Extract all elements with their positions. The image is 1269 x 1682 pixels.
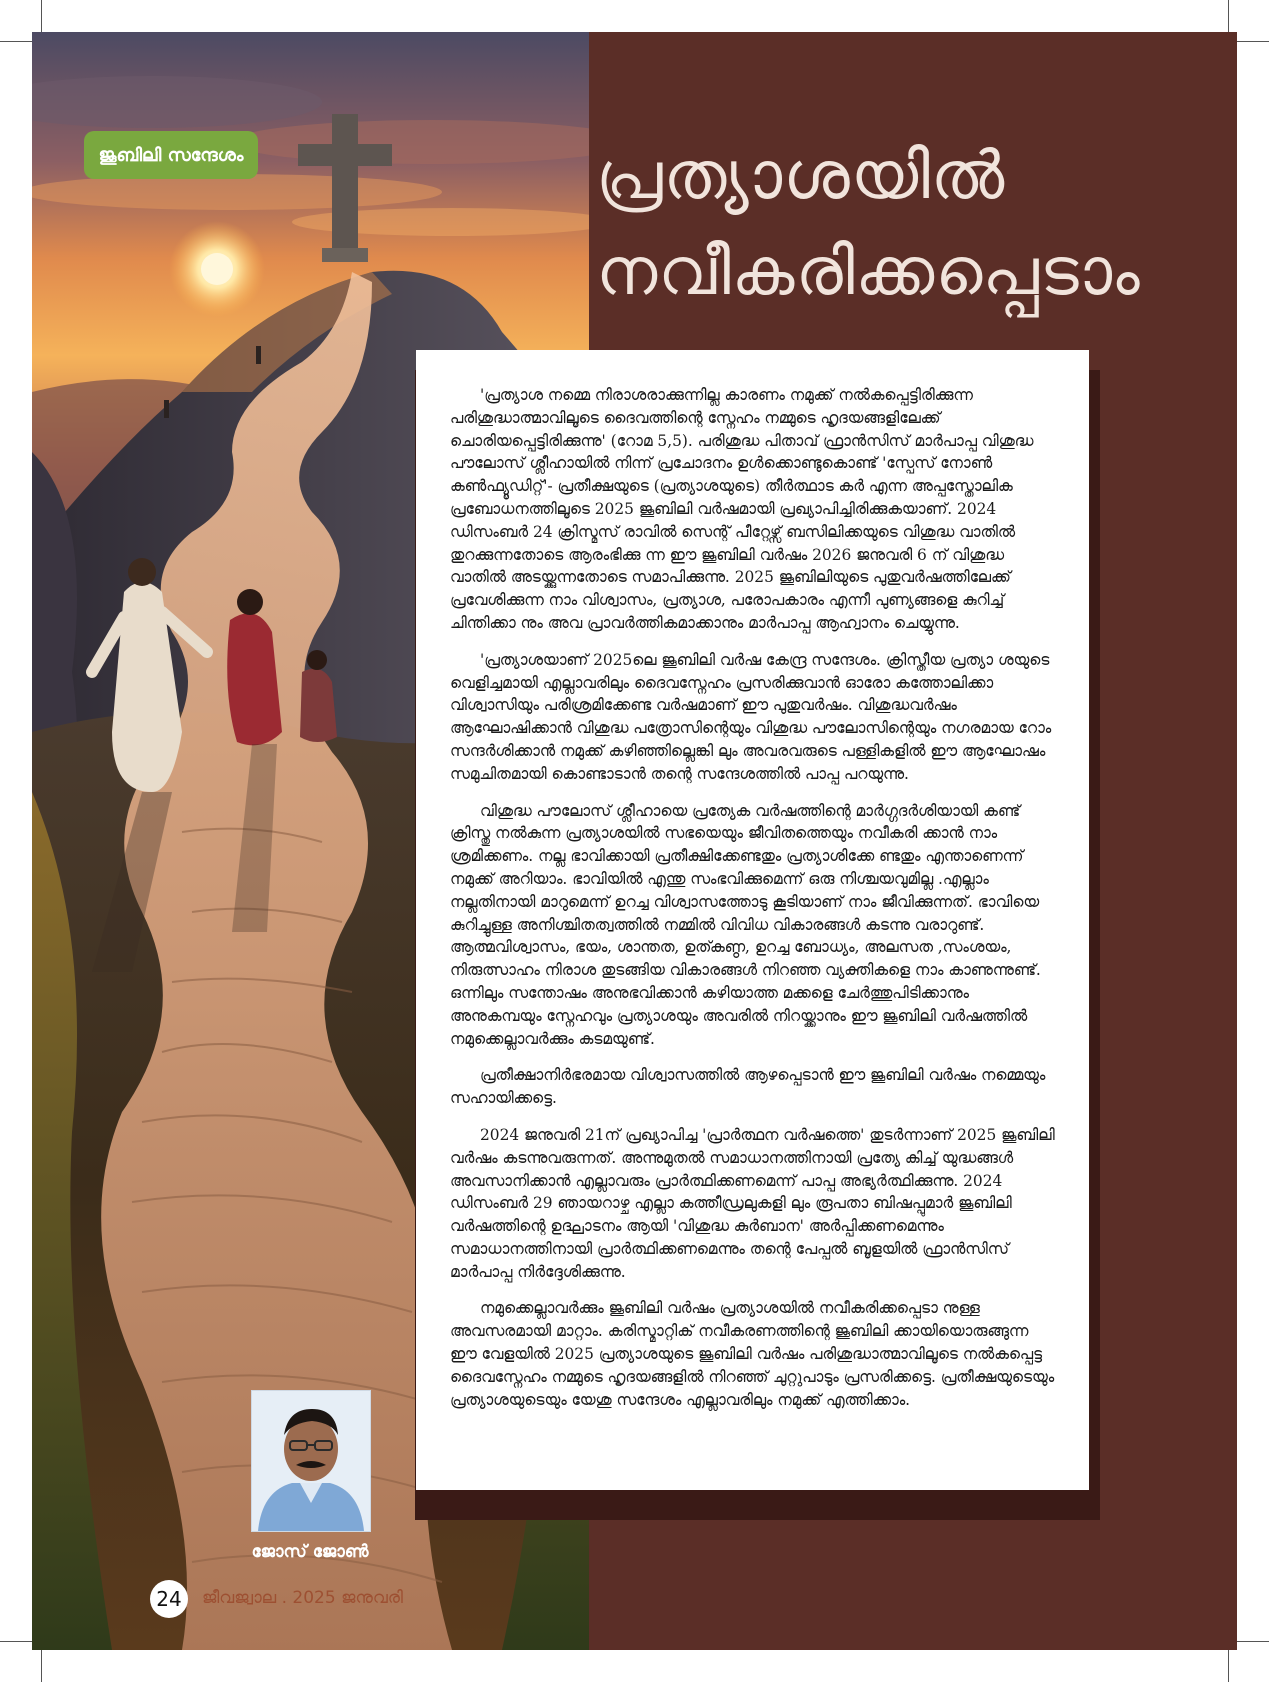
crop-mark [1228, 0, 1229, 32]
article-paragraph: 'പ്രത്യാശയാണ് 2025ലെ ജൂബിലി വർഷ കേന്ദ്ര സന്ദേശം. ക്രിസ്തീയ പ്രത്യാ ശയുടെ വെളിച്ചമായി എല്ലാവരിലും ദൈവസ്നേഹം പ്രസരിക്കുവാൻ ഓരോ കത്തോലിക്കാ വിശ്വാസിയും പരിശ്രമിക്കേണ്ട വർഷമാണ് ഈ പുതുവർഷം. വിശുദ്ധവർഷം ആഘോഷിക്കാൻ വിശുദ്ധ പത്രോസിന്റെയും വിശുദ്ധ പൗലോസിന്റെയും നഗരമായ റോം സന്ദർശിക്കാൻ നമുക്ക് കഴിഞ്ഞില്ലെങ്കി ലും അവരവരുടെ പള്ളികളിൽ ഈ ആഘോഷം സമുചിതമായി കൊണ്ടാടാൻ തന്റെ സന്ദേശത്തിൽ പാപ്പ പറയുന്നു. [450, 650, 1052, 783]
title-line-1: പ്രത്യാശയിൽ [596, 137, 1006, 214]
crop-mark [1237, 1641, 1269, 1642]
author-photo [251, 1390, 371, 1532]
author-name: ജോസ് ജോൺ [251, 1542, 369, 1562]
crop-mark [41, 0, 42, 32]
crop-mark [0, 1641, 32, 1642]
article-paragraph: വിശുദ്ധ പൗലോസ് ശ്ലീഹായെ പ്രത്യേക വർഷത്തിന്റെ മാർഗ്ഗദർശിയായി കണ്ട് ക്രിസ്തു നൽകുന്ന പ്രത്യാശയിൽ സഭയെയും ജീവിതത്തെയും നവീകരി ക്കാൻ നാം ശ്രമിക്കണം. നല്ല ഭാവിക്കായി പ്രതീക്ഷിക്കേണ്ടതും പ്രത്യാശിക്കേ ണ്ടതും എന്താണെന്ന് നമുക്ക് അറിയാം. ഭാവിയിൽ എന്തു സംഭവിക്കുമെന്ന് ഒരു നിശ്ചയവുമില്ല .എല്ലാം നല്ലതിനായി മാറുമെന്ന് ഉറച്ച വിശ്വാസത്തോടു കൂടിയാണ് നാം ജീവിക്കുന്നത്. ഭാവിയെ കുറിച്ചുള്ള അനിശ്ചിതത്വത്തിൽ നമ്മിൽ വിവിധ വികാരങ്ങൾ കടന്നു വരാറുണ്ട്. ആത്മവിശ്വാസം, ഭയം, ശാന്തത, ഉത്കണ്ഠ, ഉറച്ച ബോധ്യം, അലസത ,സംശയം, നിരുത്സാഹം നിരാശ തുടങ്ങിയ വികാരങ്ങൾ നിറഞ്ഞ വ്യക്തികളെ നാം കാണുന്നുണ്ട്. ഒന്നിലും സന്തോഷം അനുഭവിക്കാൻ കഴിയാത്ത മക്കളെ ചേർത്തുപിടിക്കാനും അനുകമ്പയും സ്നേഹവും പ്രത്യാശയും അവരിൽ നിറയ്ക്കാനും ഈ ജൂബിലി വർഷത്തിൽ നമുക്കെല്ലാവർക്കും കടമയുണ്ട്. [450, 801, 1041, 1048]
article-title [596, 128, 1156, 320]
article-paragraph: നമുക്കെല്ലാവർക്കും ജൂബിലി വർഷം പ്രത്യാശയിൽ നവീകരിക്കപ്പെടാ നുള്ള അവസരമായി മാറ്റാം. കരിസ്മാറ്റിക് നവീകരണത്തിന്റെ ജൂബിലി ക്കായിയൊരുങ്ങുന്ന ഈ വേളയിൽ 2025 പ്രത്യാശയുടെ ജൂബിലി വർഷം പരിശുദ്ധാത്മാവിലൂടെ നൽകപ്പെട്ട ദൈവസ്നേഹം നമ്മുടെ ഹൃദയങ്ങളിൽ നിറഞ്ഞ് ചുറ്റുപാടും പ്രസരിക്കട്ടെ. പ്രതീക്ഷയുടെയും പ്രത്യാശയുടെയും യേശു സന്ദേശം എല്ലാവരിലും നമുക്ക് എത്തിക്കാം. [450, 1299, 1055, 1409]
article-paragraph: പ്രതീക്ഷാനിർഭരമായ വിശ്വാസത്തിൽ ആഴപ്പെടാൻ ഈ ജൂബിലി വർഷം നമ്മെയും സഹായിക്കട്ടെ. [450, 1066, 1046, 1108]
article-paragraph: 2024 ജനുവരി 21ന് പ്രഖ്യാപിച്ച 'പ്രാർത്ഥന വർഷത്തെ' തുടർന്നാണ് 2025 ജൂബിലി വർഷം കടന്നുവരുന്നത്. അന്നുമുതൽ സമാധാനത്തിനായി പ്രത്യേ കിച്ച് യുദ്ധങ്ങൾ അവസാനിക്കാൻ എല്ലാവരും പ്രാർത്ഥിക്കണമെന്ന് പാപ്പ അഭ്യർത്ഥിക്കുന്നു. 2024 ഡിസംബർ 29 ഞായറാഴ്ച എല്ലാ കത്തീഡ്രലുകളി ലും രൂപതാ ബിഷപ്പുമാർ ജൂബിലി വർഷത്തിന്റെ ഉദ്ഘാടനം ആയി 'വിശുദ്ധ കുർബാന' അർപ്പിക്കണമെന്നും സമാധാനത്തിനായി പ്രാർത്ഥിക്കണമെന്നും തന്റെ പേപ്പൽ ബൂളയിൽ ഫ്രാൻസിസ് മാർപാപ്പ നിർദ്ദേശിക്കുന്നു. [450, 1125, 1055, 1281]
section-badge: ജൂബിലി സന്ദേശം [84, 131, 258, 179]
page-number: 24 [150, 1580, 188, 1618]
title-line-2: നവീകരിക്കപ്പെടാം [596, 233, 1141, 310]
crop-mark [1228, 1650, 1229, 1682]
magazine-page [32, 32, 1237, 1650]
article-paragraph: 'പ്രത്യാശ നമ്മെ നിരാശരാക്കുന്നില്ല കാരണം നമുക്ക് നൽകപ്പെട്ടിരിക്കുന്ന പരിശുദ്ധാത്മാവിലൂടെ ദൈവത്തിന്റെ സ്നേഹം നമ്മുടെ ഹൃദയങ്ങളിലേക്ക് ചൊരിയപ്പെട്ടിരിക്കുന്നു' (റോമ 5,5). പരിശുദ്ധ പിതാവ് ഫ്രാൻസിസ് മാർപാപ്പ വിശുദ്ധ പൗലോസ് ശ്ലീഹായിൽ നിന്ന് പ്രചോദനം ഉൾക്കൊണ്ടുകൊണ്ട് 'സ്പേസ് നോൺ കൺഫ്യൂഡിറ്റ്'- പ്രതീക്ഷയുടെ (പ്രത്യാശയുടെ) തീർത്ഥാട കർ എന്ന അപ്പസ്തോലിക പ്രബോധനത്തിലൂടെ 2025 ജൂബിലി വർഷമായി പ്രഖ്യാപിച്ചിരിക്കുകയാണ്. 2024 ഡിസംബർ 24 ക്രിസ്മസ് രാവിൽ സെന്റ് പീറ്റേഴ്സ് ബസിലിക്കയുടെ വിശുദ്ധ വാതിൽ തുറക്കുന്നതോടെ ആരംഭിക്കു ന്ന ഈ ജൂബിലി വർഷം 2026 ജനുവരി 6 ന് വിശുദ്ധ വാതിൽ അടയ്ക്കുന്നതോടെ സമാപിക്കുന്നു. 2025 ജൂബിലിയുടെ പുതുവർഷത്തിലേക്ക് പ്രവേശിക്കുന്ന നാം വിശ്വാസം, പ്രത്യാശ, പരോപകാരം എന്നീ പുണ്യങ്ങളെ കുറിച്ച് ചിന്തിക്കാ നും അവ പ്രാവർത്തികമാക്കാനും മാർപാപ്പ ആഹ്വാനം ചെയ്യുന്നു. [450, 386, 1034, 632]
crop-mark [1237, 41, 1269, 42]
article-body [416, 350, 1089, 1490]
crop-mark [0, 41, 32, 42]
crop-mark [41, 1650, 42, 1682]
publication-footer: ജീവജ്വാല . 2025 ജനുവരി [202, 1588, 403, 1608]
